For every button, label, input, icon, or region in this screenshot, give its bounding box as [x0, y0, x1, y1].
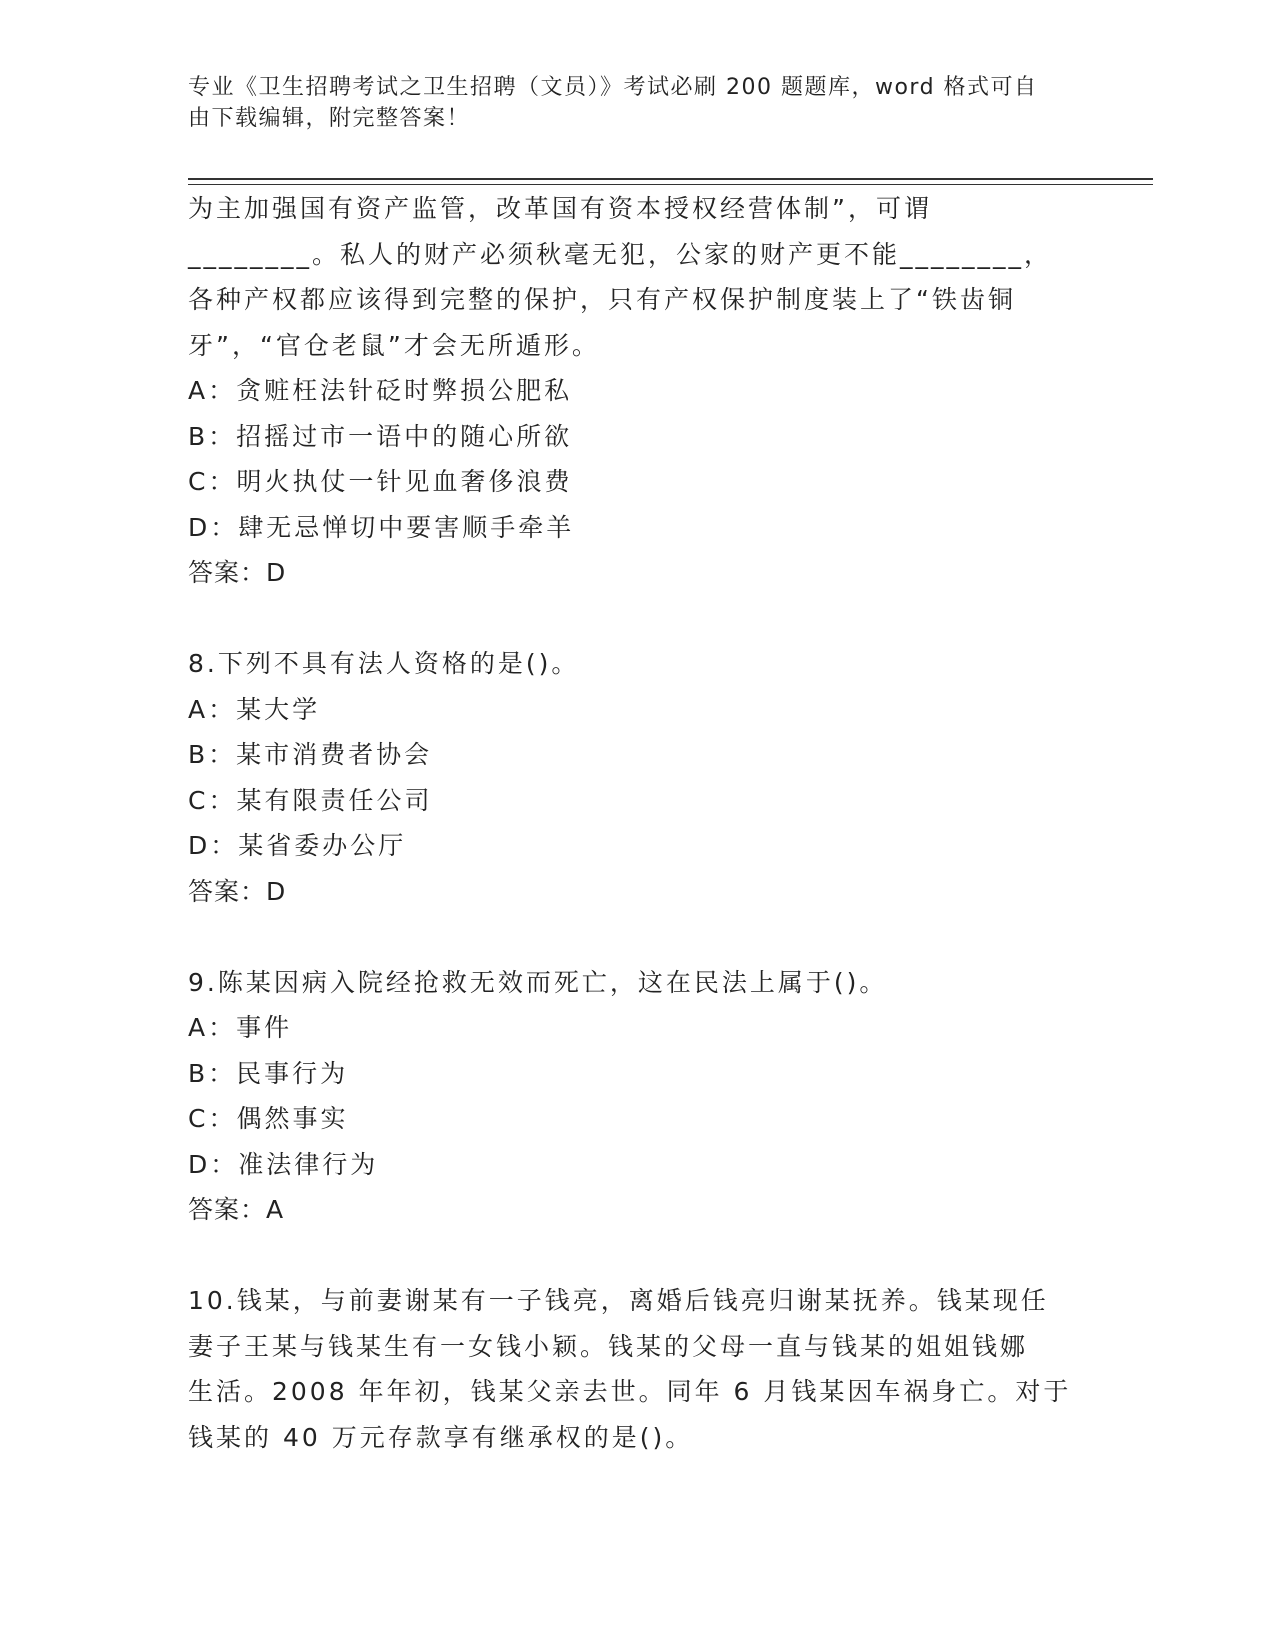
question-8-option-b: B：某市消费者协会 [188, 740, 433, 769]
spacer [188, 914, 1088, 960]
question-8-answer: 答案：D [188, 876, 287, 906]
spacer [188, 596, 1088, 642]
header-divider-thin [188, 184, 1153, 185]
question-9-answer: 答案：A [188, 1195, 285, 1224]
header-line-1: 专业《卫生招聘考试之卫生招聘（文员）》考试必刷 200 题题库，word 格式可自 [188, 75, 1038, 100]
question-9-option-d: D：准法律行为 [188, 1149, 379, 1179]
document-header [188, 72, 1068, 134]
question-7-line: 为主加强国有资产监管，改革国有资本授权经营体制”，可谓 [188, 194, 932, 223]
question-8-text: 8.下列不具有法人资格的是()。 [188, 649, 580, 678]
question-7-line: 牙”，“官仓老鼠”才会无所遁形。 [188, 330, 600, 360]
question-10-line: 钱某的 40 万元存款享有继承权的是()。 [188, 1422, 694, 1452]
question-8-option-d: D：某省委办公厅 [188, 831, 407, 860]
question-9 [188, 960, 1088, 1233]
question-9-option-a: A：事件 [188, 1013, 293, 1042]
question-10-line: 生活。2008 年年初，钱某父亲去世。同年 6 月钱某因车祸身亡。对于 [188, 1377, 1072, 1406]
question-7-option-b: B：招摇过市一语中的随心所欲 [188, 421, 573, 451]
question-8 [188, 641, 1088, 914]
question-10 [188, 1278, 1088, 1460]
question-10-line: 妻子王某与钱某生有一女钱小颖。钱某的父母一直与钱某的姐姐钱娜 [188, 1331, 1029, 1361]
question-7 [188, 186, 1088, 596]
question-8-option-c: C：某有限责任公司 [188, 785, 433, 815]
question-7-option-a: A：贪赃枉法针砭时弊损公肥私 [188, 376, 573, 405]
spacer [188, 1233, 1088, 1279]
question-9-text: 9.陈某因病入院经抢救无效而死亡，这在民法上属于()。 [188, 967, 888, 997]
question-7-line: 各种产权都应该得到完整的保护，只有产权保护制度装上了“铁齿铜 [188, 285, 1016, 314]
header-divider [188, 178, 1153, 180]
document-body [188, 186, 1088, 1460]
question-9-option-b: B：民事行为 [188, 1058, 349, 1088]
question-7-option-d: D：肆无忌惮切中要害顺手牵羊 [188, 512, 575, 542]
header-line-2: 由下载编辑，附完整答案！ [188, 106, 471, 131]
question-9-option-c: C：偶然事实 [188, 1104, 349, 1133]
question-10-line: 10.钱某，与前妻谢某有一子钱亮，离婚后钱亮归谢某抚养。钱某现任 [188, 1286, 1049, 1315]
question-7-option-c: C：明火执仗一针见血奢侈浪费 [188, 467, 573, 496]
question-7-answer: 答案：D [188, 558, 287, 587]
question-8-option-a: A：某大学 [188, 694, 321, 724]
question-7-line: ________。私人的财产必须秋毫无犯，公家的财产更不能________， [188, 239, 1053, 269]
